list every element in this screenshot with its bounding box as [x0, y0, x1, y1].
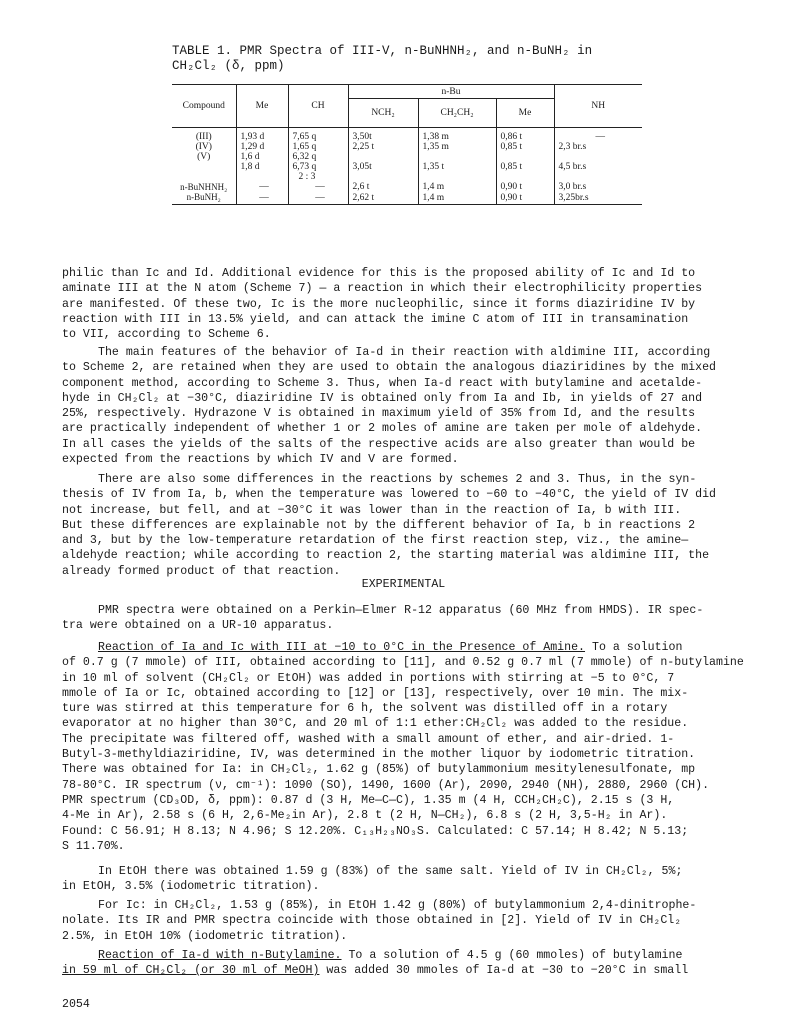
cell-nch2: [348, 152, 418, 162]
paragraph-4: [62, 603, 752, 634]
text-line: to VII, according to Scheme 6.: [62, 328, 271, 342]
header-compound: Compound: [172, 85, 236, 128]
cell-bu-me: [496, 172, 554, 182]
header-me: Me: [236, 85, 288, 128]
cell-compound: [172, 172, 236, 182]
cell-ch2ch2: 1,4 m: [418, 182, 496, 192]
cell-ch: —: [288, 192, 348, 205]
paragraph-7: [62, 898, 752, 944]
text-line: in 10 ml of solvent (CH₂Cl₂ or EtOH) was added in portions with stirring at −5 to 0°C, 7: [62, 671, 675, 685]
text-line: In all cases the yields of the salts of the respective acids are also greater than would be: [62, 437, 696, 451]
cell-me: —: [236, 182, 288, 192]
header-nch2: NCH₂: [348, 99, 418, 128]
cell-ch2ch2: [418, 152, 496, 162]
text-line: philic than Ic and Id. Additional evidence for this is the proposed ability of Ic and Id to: [62, 267, 696, 280]
cell-nch2: [348, 172, 418, 182]
pmr-table: [172, 84, 642, 205]
cell-me: 1,29 d: [236, 142, 288, 152]
text-line: and 3, but by the low-temperature retardation of the first reaction step, viz., the amine—: [62, 534, 689, 548]
text-line: The main features of the behavior of Ia-d in their reaction with aldimine III, according: [98, 346, 711, 359]
text-run: To a solution of 4.5 g (60 mmoles) of butylamine: [341, 949, 683, 962]
table-row: [172, 152, 642, 162]
procedure-title: Reaction of Ia-d with n-Butylamine.: [98, 949, 342, 962]
cell-compound: n-BuNHNH₂: [180, 182, 228, 192]
text-line: In EtOH there was obtained 1.59 g (83%) of the same salt. Yield of IV in CH₂Cl₂, 5%;: [98, 865, 683, 878]
page-number: 2054: [62, 998, 90, 1011]
cell-ch: 1,65 q: [288, 142, 348, 152]
text-line: PMR spectrum (CD₃OD, δ, ppm): 0.87 d (3 H, Me—C—C), 1.35 m (4 H, CCH₂CH₂C), 2.15 s (3 H,: [62, 793, 675, 807]
table-row: [172, 182, 642, 192]
text-line: reaction with III in 13.5% yield, and can attack the imine C atom of III in transamination: [62, 312, 689, 326]
cell-ch: 7,65 q: [288, 132, 348, 142]
text-line: 2.5%, in EtOH 10% (iodometric titration).: [62, 929, 348, 943]
cell-nch2: 2,62 t: [348, 192, 418, 205]
cell-bu-me: 0,86 t: [496, 132, 554, 142]
text-line: PMR spectra were obtained on a Perkin—Elmer R-12 apparatus (60 MHz from HMDS). IR spec-: [98, 604, 704, 617]
text-line: are manifested. Of these two, Ic is the more nucleophilic, since it forms diaziridine IV by: [62, 297, 696, 311]
cell-bu-me: 0,85 t: [496, 142, 554, 152]
text-line: There are also some differences in the reactions by schemes 2 and 3. Thus, in the syn-: [98, 473, 697, 486]
text-line: [62, 640, 752, 655]
cell-me: —: [236, 192, 288, 205]
cell-nh: —: [554, 132, 642, 142]
text-line: thesis of IV from Ia, b, when the temperature was lowered to −60 to −40°C, the yield of IV did: [62, 488, 716, 502]
cell-ch: —: [288, 182, 348, 192]
cell-nch2: 2,6 t: [348, 182, 418, 192]
cell-compound: (V): [197, 152, 211, 162]
text-line: Found: C 56.91; H 8.13; N 4.96; S 12.20%. C₁₃H₂₃NO₃S. Calculated: C 57.14; H 8.42; N 5.13;: [62, 824, 689, 838]
cell-ch2ch2: 1,35 m: [418, 142, 496, 152]
table-row: [172, 162, 642, 172]
cell-nh: [554, 152, 642, 162]
text-line: aldehyde reaction; while according to reaction 2, the starting material was aldimine III, the: [62, 549, 710, 563]
cell-nch2: 3,05t: [348, 162, 418, 172]
text-line: component method, according to Scheme 3. Thus, when Ia-d react with butylamine and acetalde-: [62, 376, 703, 390]
cell-ch2ch2: [418, 172, 496, 182]
cell-ch2ch2: 1,35 t: [418, 162, 496, 172]
text-line: 78-80°C. IR spectrum (ν, cm⁻¹): 1090 (SO), 1490, 1600 (Ar), 2090, 2940 (NH), 2880, 2960 (CH).: [62, 778, 710, 792]
header-n-bu: n-Bu: [348, 85, 554, 99]
text-line: evaporator at no higher than 30°C, and 20 ml of 1:1 ether:CH₂Cl₂ was added to the residue.: [62, 717, 689, 731]
table-row: [172, 192, 642, 205]
text-line: tra were obtained on a UR-10 apparatus.: [62, 619, 334, 633]
paragraph-3: [62, 472, 752, 579]
table-row: [172, 142, 642, 152]
text-line: [62, 948, 752, 963]
cell-me: 1,8 d: [236, 162, 288, 172]
cell-bu-me: 0,90 t: [496, 182, 554, 192]
paragraph-8: [62, 948, 752, 979]
text-line: expected from the reactions by which IV and V are formed.: [62, 453, 459, 467]
paragraph-5: [62, 640, 752, 854]
table-caption-line-2: CH₂Cl₂ (δ, ppm): [172, 59, 285, 73]
text-line: 4-Me in Ar), 2.58 s (6 H, 2,6-Me₂in Ar), 2.8 t (2 H, N—CH₂), 6.8 s (2 H, 3,5-H₂ in Ar).: [62, 809, 668, 823]
cell-compound: [172, 162, 236, 172]
cell-nh: 3,25br.s: [554, 192, 642, 205]
text-line: already formed product of that reaction.: [62, 564, 341, 578]
text-line: of 0.7 g (7 mmole) of III, obtained according to [11], and 0.52 g 0.7 ml (7 mmole) of n-butylamine: [62, 656, 744, 670]
table-caption: [172, 44, 642, 74]
text-line: Butyl-3-methyldiaziridine, IV, was determined in the mother liquor by iodometric titration.: [62, 748, 696, 762]
cell-compound: (III): [195, 132, 212, 142]
header-bu-me: Me: [496, 99, 554, 128]
header-ch: CH: [288, 85, 348, 128]
cell-bu-me: 0,85 t: [496, 162, 554, 172]
paragraph-2: [62, 345, 752, 467]
cell-nh: [554, 172, 642, 182]
text-line: ture was stirred at this temperature for 6 h, the solvent was distilled off in a rotary: [62, 702, 668, 716]
cell-ch: 6,32 q: [288, 152, 348, 162]
text-line: But these differences are explainable not by the different behavior of Ia, b in reactions 2: [62, 518, 696, 532]
cell-compound: n-BuNH₂: [172, 192, 236, 205]
paragraph-6: [62, 864, 752, 895]
text-line: nolate. Its IR and PMR spectra coincide with those obtained in [2]. Yield of IV in CH₂Cl₂: [62, 914, 682, 928]
cell-bu-me: 0,90 t: [496, 192, 554, 205]
text-line: [62, 963, 752, 978]
text-line: There was obtained for Ia: in CH₂Cl₂, 1.62 g (85%) of butylammonium mesitylenesulfonate, mp: [62, 763, 696, 777]
table-row: [172, 172, 642, 182]
table-row: [172, 132, 642, 142]
text-run: was added 30 mmoles of Ia-d at −30 to −20°C in small: [319, 964, 689, 978]
cell-ch2ch2: 1,38 m: [418, 132, 496, 142]
header-nh: NH: [554, 85, 642, 128]
text-run: in 59 ml of CH₂Cl₂ (or 30 ml of MeOH): [62, 964, 320, 978]
cell-nch2: 3,50t: [348, 132, 418, 142]
cell-nh: 3,0 br.s: [554, 182, 642, 192]
text-line: hyde in CH₂Cl₂ at −30°C, diaziridine IV is obtained only from Ia and Ib, in yields of 27 and: [62, 391, 703, 405]
text-line: The precipitate was filtered off, washed with a small amount of ether, and air-dried. 1-: [62, 732, 675, 746]
cell-ch2ch2: 1,4 m: [418, 192, 496, 205]
text-line: 25%, respectively. Hydrazone V is obtained in maximum yield of 35% from Id, and the results: [62, 407, 696, 421]
cell-nh: 2,3 br.s: [554, 142, 642, 152]
text-line: mmole of Ia or Ic, obtained according to [12] or [13], respectively, over 10 min. The mix-: [62, 686, 689, 700]
cell-bu-me: [496, 152, 554, 162]
paragraph-1: [62, 266, 752, 342]
procedure-title: Reaction of Ia and Ic with III at −10 to 0°C in the Presence of Amine.: [98, 641, 586, 654]
text-line: are practically independent of whether 1 or 2 moles of amine are taken per mole of aldehyde.: [62, 422, 703, 436]
section-heading: EXPERIMENTAL: [361, 578, 446, 591]
cell-nh: 4,5 br.s: [554, 162, 642, 172]
cell-me: [236, 172, 288, 182]
cell-ch-ratio: 2 : 3: [288, 172, 348, 182]
table-caption-line-1: TABLE 1. PMR Spectra of III-V, n-BuNHNH₂, and n-BuNH₂ in: [172, 44, 593, 58]
text-line: For Ic: in CH₂Cl₂, 1.53 g (85%), in EtOH 1.42 g (80%) of butylammonium 2,4-dinitrophe-: [98, 899, 697, 912]
text-line: to Scheme 2, are retained when they are used to obtain the analogous diaziridines by the mixed: [62, 361, 716, 375]
cell-nch2: 2,25 t: [348, 142, 418, 152]
cell-me: 1,6 d: [236, 152, 288, 162]
cell-compound: (IV): [195, 142, 212, 152]
text-run: To a solution: [585, 641, 683, 654]
header-ch2ch2: CH₂CH₂: [418, 99, 496, 128]
text-line: S 11.70%.: [62, 839, 125, 853]
cell-me: 1,93 d: [236, 132, 288, 142]
text-line: aminate III at the N atom (Scheme 7) — a reaction in which their electrophilicity properties: [62, 282, 703, 296]
cell-ch: 6,73 q: [288, 162, 348, 172]
text-line: in EtOH, 3.5% (iodometric titration).: [62, 880, 320, 894]
text-line: not increase, but fell, and at −30°C it was lower than in the reaction of Ia, b with III.: [62, 503, 682, 517]
